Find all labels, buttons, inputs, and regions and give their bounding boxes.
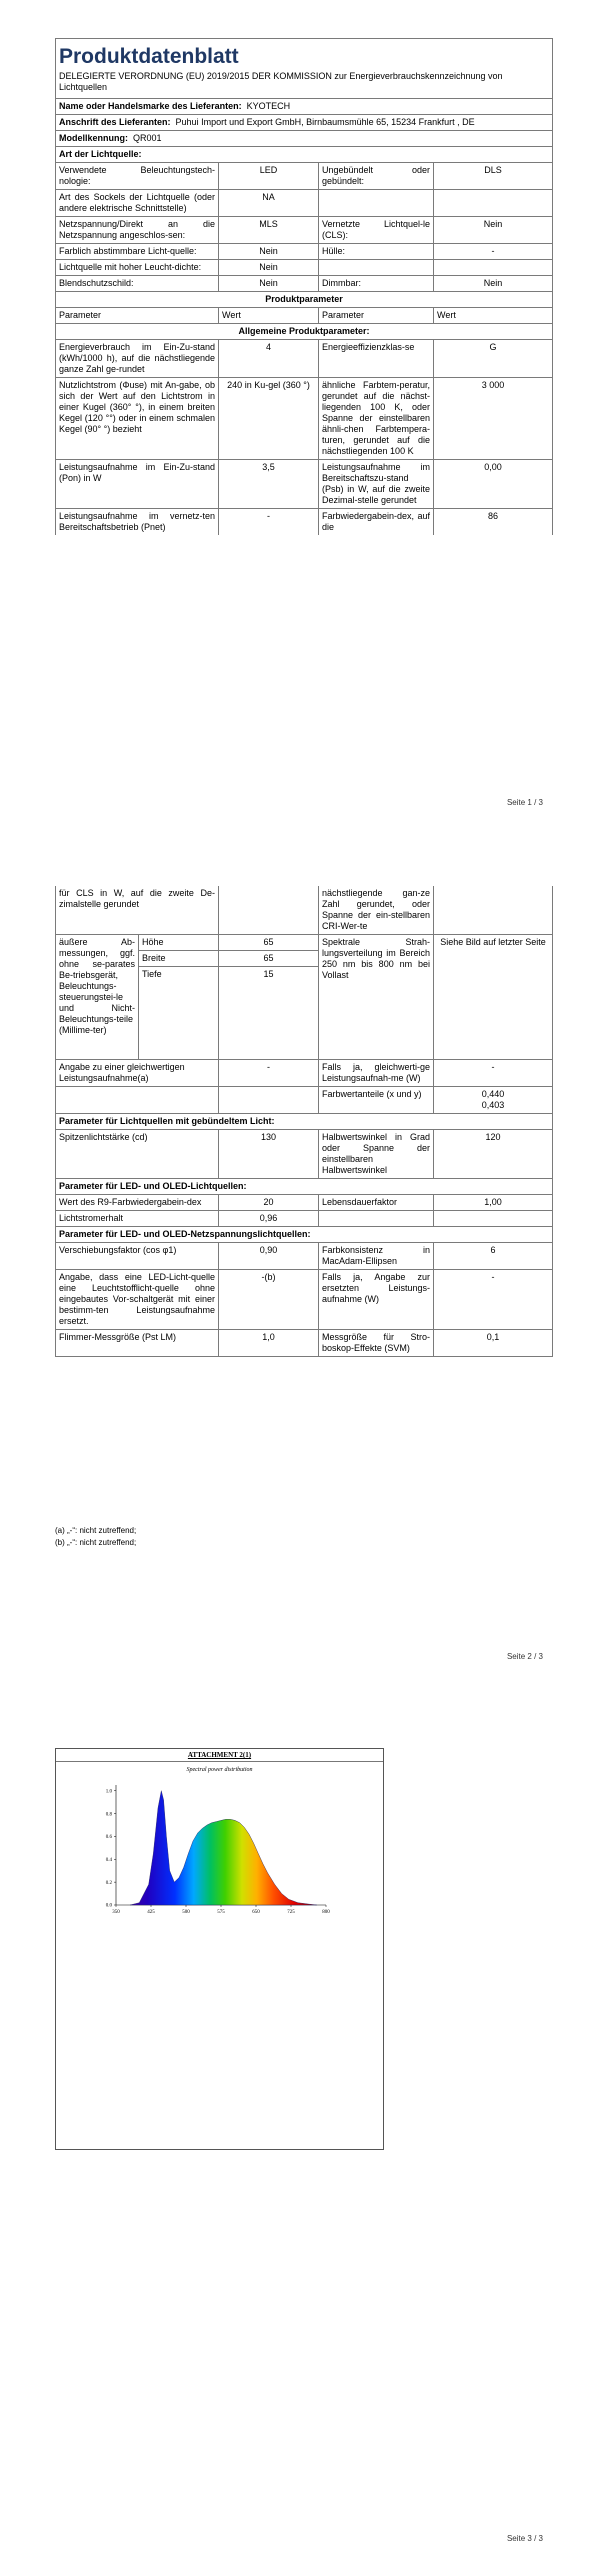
x-tick-label: 425 — [147, 1910, 155, 1915]
column-header-row — [56, 308, 553, 324]
param-label: Angabe zu einer gleichwertigen Leistungsaufnahme(a) — [56, 1060, 219, 1087]
param-value: - — [434, 1060, 553, 1087]
type-row — [56, 163, 553, 190]
type-heading: Art der Lichtquelle: — [56, 147, 553, 163]
param-label: Angabe, dass eine LED-Licht-quelle eine Leuchtstofflicht-quelle ohne eingebautes Vor-schaltgerät mit einer bestimm-ten Leistungsaufnahme ersetzt. — [56, 1270, 219, 1330]
x-tick-label: 350 — [112, 1910, 120, 1915]
datasheet-table-page1 — [55, 38, 553, 535]
dimension-name: Tiefe — [139, 967, 219, 1060]
param-label: ähnliche Farbtem-peratur, gerundet auf die nächst-liegenden 100 K, oder Spanne der einstellbaren ähnli-chen Farbtempera-turen, gerundet auf die nächstliegenden 100 K — [319, 378, 434, 460]
type-heading-row — [56, 147, 553, 163]
page-number: Seite 1 / 3 — [506, 798, 543, 807]
param-value — [434, 1211, 553, 1227]
param-row — [56, 1087, 553, 1114]
param-value: 0,1 — [434, 1330, 553, 1357]
type-label: Art des Sockels der Lichtquelle (oder andere elektrische Schnittstelle) — [56, 190, 219, 217]
param-value: 0,00 — [434, 460, 553, 509]
type-value: Nein — [219, 260, 319, 276]
param-value — [434, 886, 553, 935]
chroma-y-value: 0,403 — [481, 1100, 505, 1110]
param-label: Lichtstromerhalt — [56, 1211, 219, 1227]
param-row — [56, 1270, 553, 1330]
type-value — [434, 260, 553, 276]
column-header: Wert — [434, 308, 553, 324]
directional-heading-row — [56, 1114, 553, 1130]
supplier-address-row — [56, 115, 553, 131]
chroma-x-value: 0,440 — [481, 1089, 505, 1099]
param-label: Falls ja, gleichwerti-ge Leistungsaufnah-me (W) — [319, 1060, 434, 1087]
led-heading-row — [56, 1179, 553, 1195]
param-label: Leistungsaufnahme im Bereitschaftszu-stand (Psb) in W, auf die zweite Dezimal-stelle gerundet — [319, 460, 434, 509]
type-value: Nein — [219, 244, 319, 260]
y-tick-label: 0.4 — [105, 1857, 112, 1863]
param-label: Messgröße für Stro-boskop-Effekte (SVM) — [319, 1330, 434, 1357]
general-params-heading: Allgemeine Produktparameter: — [56, 324, 553, 340]
led-oled-heading: Parameter für LED- und OLED-Lichtquellen: — [56, 1179, 553, 1195]
param-label: Nutzlichtstrom (Φuse) mit An-gabe, ob sich der Wert auf den Lichtstrom in einer Kugel (360° °), in einem breiten Kegel (120 °°) oder in einem schmalen Kegel (90° °) bezieht — [56, 378, 219, 460]
product-params-heading: Produktparameter — [56, 292, 553, 308]
param-value: 4 — [219, 340, 319, 378]
title-row — [56, 39, 553, 99]
x-tick-label: 725 — [287, 1910, 295, 1915]
type-value: DLS — [434, 163, 553, 190]
column-header: Parameter — [319, 308, 434, 324]
param-row — [56, 340, 553, 378]
param-row — [56, 1195, 553, 1211]
param-value: 1,00 — [434, 1195, 553, 1211]
param-label: Leistungsaufnahme im Ein-Zu-stand (Pon) in W — [56, 460, 219, 509]
param-value: 3 000 — [434, 378, 553, 460]
param-row — [56, 1060, 553, 1087]
column-header: Wert — [219, 308, 319, 324]
param-label: Energieverbrauch im Ein-Zu-stand (kWh/1000 h), auf die nächstliegende ganze Zahl ge-rundet — [56, 340, 219, 378]
type-row — [56, 190, 553, 217]
supplier-name-label: Name oder Handelsmarke des Lieferanten: — [59, 101, 242, 111]
dimension-row — [56, 935, 553, 951]
spd-label: Spektrale Strah-lungsverteilung im Bereich 250 nm bis 800 nm bei Vollast — [319, 935, 434, 1060]
param-value: G — [434, 340, 553, 378]
param-row — [56, 1330, 553, 1357]
param-row — [56, 1243, 553, 1270]
type-value — [434, 190, 553, 217]
model-label: Modellkennung: — [59, 133, 128, 143]
page-number: Seite 3 / 3 — [506, 2534, 543, 2543]
page-title: Produktdatenblatt — [59, 45, 239, 68]
x-tick-label: 500 — [182, 1910, 190, 1915]
param-row — [56, 1211, 553, 1227]
type-label: Vernetzte Lichtquel-le (CLS): — [319, 217, 434, 244]
param-value: 130 — [219, 1130, 319, 1179]
dimension-name: Höhe — [139, 935, 219, 951]
param-label — [56, 1087, 219, 1114]
type-value: Nein — [434, 217, 553, 244]
type-value: Nein — [434, 276, 553, 292]
dimension-name: Breite — [139, 951, 219, 967]
supplier-address-value: Puhui Import und Export GmbH, Birnbaumsmühle 65, 15234 Frankfurt , DE — [175, 117, 475, 127]
param-label: Flimmer-Messgröße (Pst LM) — [56, 1330, 219, 1357]
type-label — [319, 260, 434, 276]
footnote-b: (b) „-“: nicht zutreffend; — [55, 1538, 137, 1547]
regulation-text: DELEGIERTE VERORDNUNG (EU) 2019/2015 DER KOMMISSION zur Energieverbrauchskennzeichnung von Lichtquellen — [59, 71, 503, 92]
param-label — [319, 1211, 434, 1227]
led-mains-heading-row — [56, 1227, 553, 1243]
param-row — [56, 378, 553, 460]
attachment-title: ATTACHMENT 2(1) — [187, 1751, 252, 1759]
page-number: Seite 2 / 3 — [506, 1652, 543, 1661]
type-row — [56, 244, 553, 260]
model-row — [56, 131, 553, 147]
param-value: - — [434, 1270, 553, 1330]
footnotes — [55, 1525, 136, 1549]
y-tick-label: 0.0 — [105, 1903, 112, 1909]
footnote-a: (a) „-“: nicht zutreffend; — [55, 1526, 137, 1535]
param-row-continued — [56, 886, 553, 935]
supplier-name-row — [56, 99, 553, 115]
general-heading-row — [56, 324, 553, 340]
y-tick-label: 0.6 — [105, 1835, 112, 1841]
param-value: 0,90 — [219, 1243, 319, 1270]
x-tick-label: 800 — [322, 1910, 330, 1915]
directional-heading: Parameter für Lichtquellen mit gebündeltem Licht: — [56, 1114, 553, 1130]
param-value: 86 — [434, 509, 553, 536]
type-label: Netzspannung/Direkt an die Netzspannung angeschlos-sen: — [56, 217, 219, 244]
param-label: nächstliegende gan-ze Zahl gerundet, oder Spanne der ein-stellbaren CRI-Wer-te — [319, 886, 434, 935]
dimension-value: 65 — [219, 951, 319, 967]
param-label: Spitzenlichtstärke (cd) — [56, 1130, 219, 1179]
dimension-value: 15 — [219, 967, 319, 1060]
type-label — [319, 190, 434, 217]
param-value: 120 — [434, 1130, 553, 1179]
type-value: MLS — [219, 217, 319, 244]
param-value: - — [219, 509, 319, 536]
product-params-heading-row — [56, 292, 553, 308]
param-value — [434, 1087, 553, 1114]
type-value: Nein — [219, 276, 319, 292]
param-label: Leistungsaufnahme im vernetz-ten Bereitschaftsbetrieb (Pnet) — [56, 509, 219, 536]
param-label: für CLS in W, auf die zweite De-zimalstelle gerundet — [56, 886, 219, 935]
param-value: -(b) — [219, 1270, 319, 1330]
param-label: Wert des R9-Farbwiedergabein-dex — [56, 1195, 219, 1211]
type-row — [56, 260, 553, 276]
type-value: - — [434, 244, 553, 260]
param-row — [56, 509, 553, 536]
type-label: Hülle: — [319, 244, 434, 260]
type-label: Lichtquelle mit hoher Leucht-dichte: — [56, 260, 219, 276]
param-value: 240 in Ku-gel (360 °) — [219, 378, 319, 460]
param-value — [219, 1087, 319, 1114]
param-value — [219, 886, 319, 935]
dimensions-label: äußere Ab-messungen, ggf. ohne se-parates Be-triebsgerät, Beleuchtungs-steuerungstei-le und Nicht-Beleuchtungs-teile (Millime-ter) — [56, 935, 139, 1060]
type-label: Blendschutzschild: — [56, 276, 219, 292]
spd-value: Siehe Bild auf letzter Seite — [434, 935, 553, 1060]
param-value: 20 — [219, 1195, 319, 1211]
param-label: Energieeffizienzklas-se — [319, 340, 434, 378]
y-tick-label: 0.2 — [105, 1880, 112, 1886]
type-row — [56, 217, 553, 244]
param-value: 0,96 — [219, 1211, 319, 1227]
model-value: QR001 — [133, 133, 162, 143]
param-label: Halbwertswinkel in Grad oder Spanne der einstellbaren Halbwertswinkel — [319, 1130, 434, 1179]
type-value: NA — [219, 190, 319, 217]
type-label: Dimmbar: — [319, 276, 434, 292]
param-value: 1,0 — [219, 1330, 319, 1357]
spectral-power-chart — [56, 1749, 383, 2149]
datasheet-table-page2 — [55, 886, 553, 1357]
param-label: Lebensdauerfaktor — [319, 1195, 434, 1211]
param-row — [56, 460, 553, 509]
y-tick-label: 1.0 — [105, 1789, 112, 1795]
chart-subtitle: Spectral power distribution — [186, 1767, 253, 1773]
dimension-value: 65 — [219, 935, 319, 951]
param-value: 3,5 — [219, 460, 319, 509]
param-label: Farbwertanteile (x und y) — [319, 1087, 434, 1114]
x-tick-label: 650 — [252, 1910, 260, 1915]
led-oled-mains-heading: Parameter für LED- und OLED-Netzspannungslichtquellen: — [56, 1227, 553, 1243]
param-label: Farbwiedergabein-dex, auf die — [319, 509, 434, 536]
param-label: Verschiebungsfaktor (cos φ1) — [56, 1243, 219, 1270]
column-header: Parameter — [56, 308, 219, 324]
param-value: - — [219, 1060, 319, 1087]
attachment-frame — [55, 1748, 384, 2150]
x-tick-label: 575 — [217, 1910, 225, 1915]
type-value: LED — [219, 163, 319, 190]
supplier-address-label: Anschrift des Lieferanten: — [59, 117, 171, 127]
param-value: 6 — [434, 1243, 553, 1270]
type-label: Farblich abstimmbare Licht-quelle: — [56, 244, 219, 260]
supplier-name-value: KYOTECH — [246, 101, 291, 111]
type-row — [56, 276, 553, 292]
param-label: Falls ja, Angabe zur ersetzten Leistungs-aufnahme (W) — [319, 1270, 434, 1330]
param-row — [56, 1130, 553, 1179]
type-label: Verwendete Beleuchtungstech-nologie: — [56, 163, 219, 190]
param-label: Farbkonsistenz in MacAdam-Ellipsen — [319, 1243, 434, 1270]
spectrum-area — [130, 1791, 317, 1905]
y-tick-label: 0.8 — [105, 1812, 112, 1818]
type-label: Ungebündelt oder gebündelt: — [319, 163, 434, 190]
